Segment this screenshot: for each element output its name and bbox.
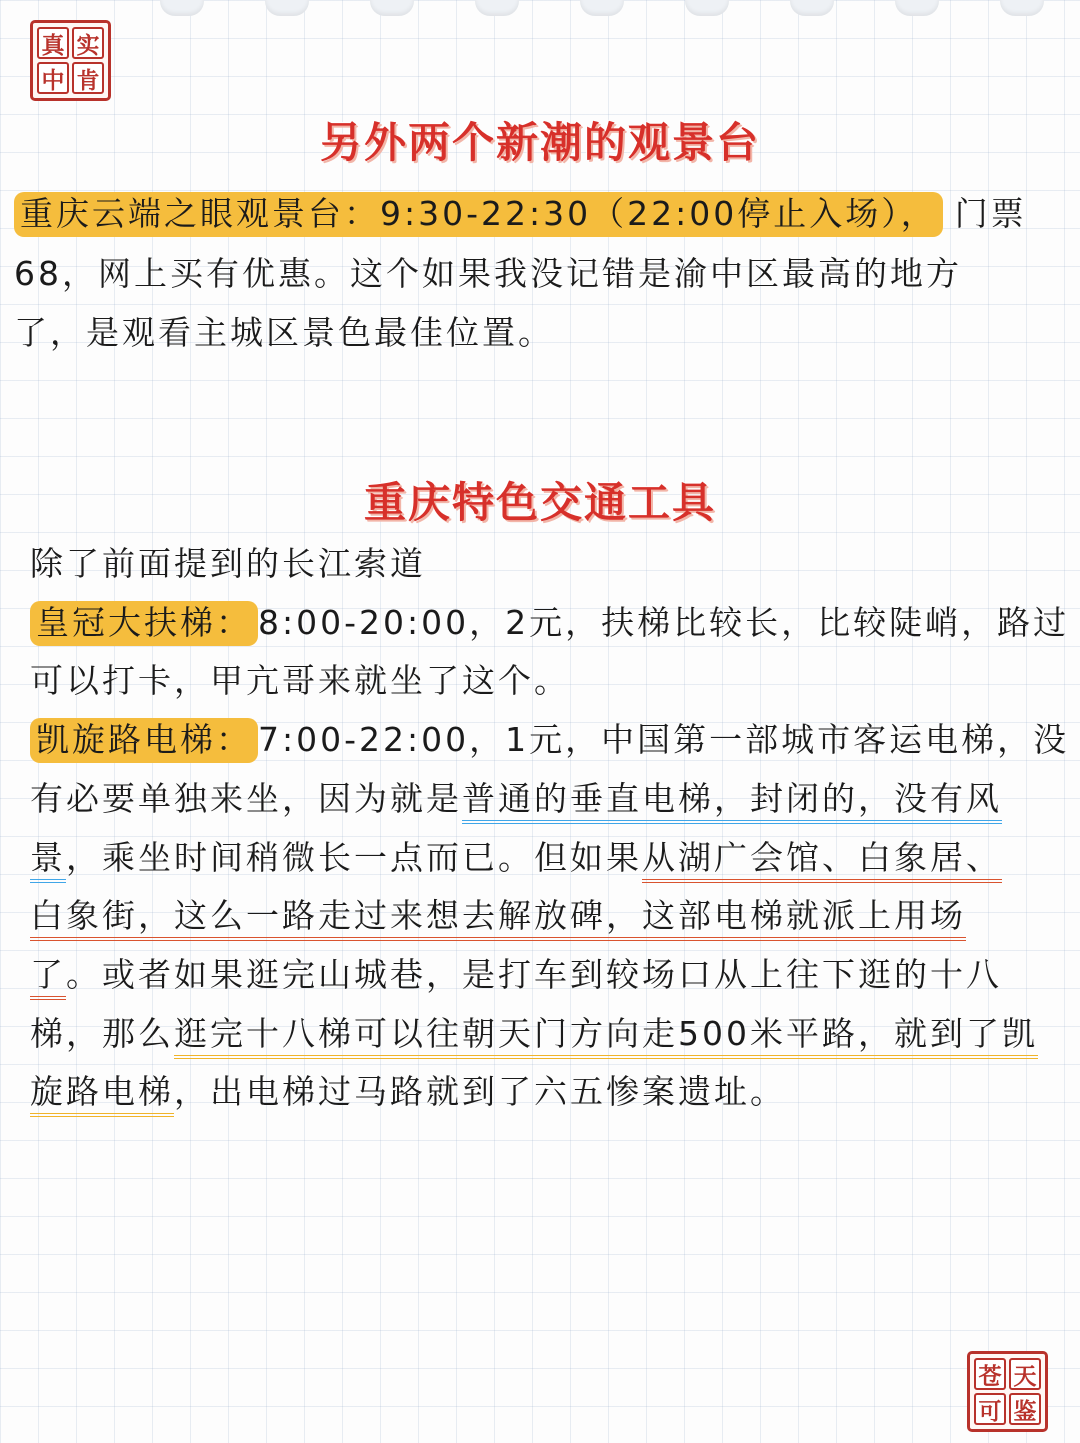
text-fragment: ，乘坐时间稍微长一点而已。但如果	[66, 838, 642, 877]
underlined-text-blue: 景	[30, 838, 66, 883]
seal-stamp-top-left	[30, 20, 111, 101]
elevator-line-1	[30, 711, 1069, 769]
seal-char: 真	[37, 27, 69, 59]
seal-char: 天	[1009, 1358, 1041, 1390]
observation-deck-line-3: 了，是观看主城区景色最佳位置。	[14, 313, 554, 352]
underlined-text-red: 白象街，这么一路走过来想去解放碑，这部电梯就派上用场	[30, 896, 966, 941]
escalator-line-1	[30, 594, 1069, 652]
binder-hole	[790, 0, 834, 16]
text-fragment: 有必要单独来坐，因为就是	[30, 779, 462, 818]
underlined-text-yellow: 逛完十八梯可以往朝天门方向走500米平路，就到了凯	[174, 1014, 1038, 1059]
seal-char: 肯	[72, 62, 104, 94]
binder-hole	[160, 0, 204, 16]
seal-char: 可	[974, 1393, 1006, 1425]
text-fragment: 7:00-22:00，1元，中国第一部城市客运电梯，没	[258, 720, 1070, 759]
section-title-transport: 重庆特色交通工具	[363, 478, 716, 527]
elevator-line-7	[30, 1063, 786, 1121]
seal-stamp-bottom-right	[967, 1351, 1048, 1432]
seal-char: 中	[37, 62, 69, 94]
text-fragment: 8:00-20:00，2元，扶梯比较长，比较陡峭，路过	[258, 603, 1070, 642]
escalator-line-2: 可以打卡，甲亢哥来就坐了这个。	[30, 661, 570, 700]
elevator-line-4	[30, 887, 966, 945]
text-fragment: 。或者如果逛完山城巷，是打车到较场口从上往下逛的十八	[66, 955, 1002, 994]
elevator-label: 凯旋路电梯：	[30, 718, 258, 763]
text-fragment: 梯，那么	[30, 1014, 174, 1053]
observation-deck-line-2: 68，网上买有优惠。这个如果我没记错是渝中区最高的地方	[14, 254, 962, 293]
text-fragment: ，出电梯过马路就到了六五惨案遗址。	[174, 1072, 786, 1111]
escalator-label: 皇冠大扶梯：	[30, 601, 258, 646]
elevator-line-6	[30, 1005, 1038, 1063]
section-title-observation-decks: 另外两个新潮的观景台	[319, 118, 760, 167]
binder-hole	[580, 0, 624, 16]
seal-char: 苍	[974, 1358, 1006, 1390]
observation-deck-label: 重庆云端之眼观景台：9:30-22:30（22:00停止入场），	[14, 192, 943, 237]
elevator-line-5	[30, 946, 1002, 1004]
binder-hole	[475, 0, 519, 16]
underlined-text-blue: 普通的垂直电梯，封闭的，没有风	[462, 779, 1002, 824]
elevator-line-2	[30, 770, 1002, 828]
binder-holes	[0, 0, 1080, 16]
observation-deck-line-1	[14, 185, 1027, 243]
text-fragment: 门票	[954, 194, 1027, 233]
binder-hole	[895, 0, 939, 16]
binder-hole	[265, 0, 309, 16]
transport-intro: 除了前面提到的长江索道	[30, 544, 426, 583]
elevator-line-3	[30, 829, 1002, 887]
seal-char: 实	[72, 27, 104, 59]
binder-hole	[1000, 0, 1044, 16]
underlined-text-red: 从湖广会馆、白象居、	[642, 838, 1002, 883]
underlined-text-red: 了	[30, 955, 66, 1000]
binder-hole	[685, 0, 729, 16]
underlined-text-yellow: 旋路电梯	[30, 1072, 174, 1117]
seal-char: 鉴	[1009, 1393, 1041, 1425]
binder-hole	[370, 0, 414, 16]
